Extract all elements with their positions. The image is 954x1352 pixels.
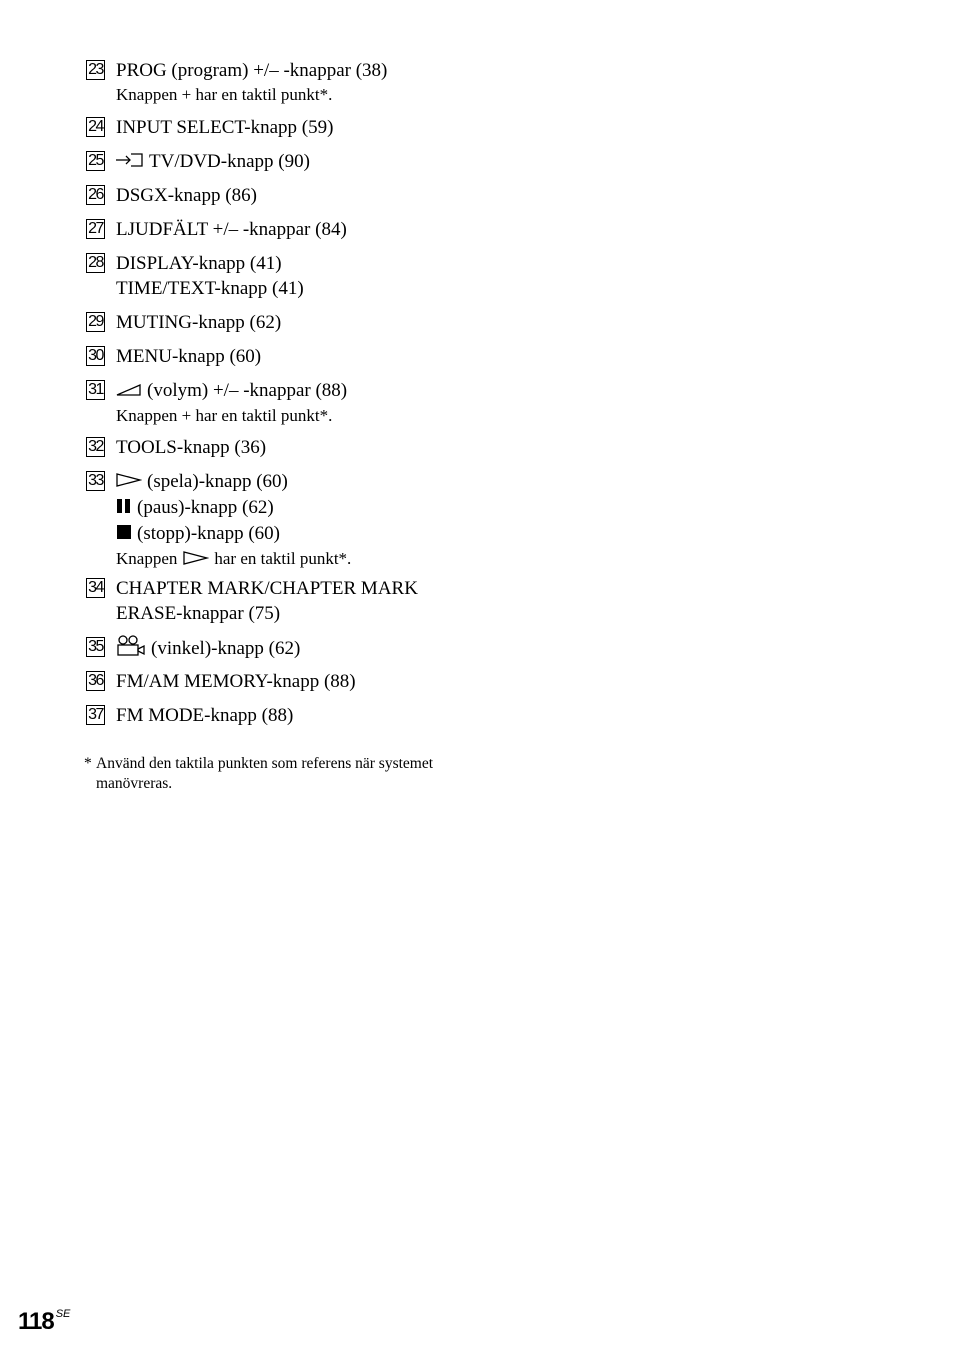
list-item-29: [86, 310, 281, 335]
item-line-text: ERASE-knappar (75): [116, 603, 281, 624]
item-number-box: 24: [86, 117, 105, 137]
item-number-box: 36: [86, 671, 105, 691]
item-text: [116, 703, 293, 728]
item-number-box: 31: [86, 380, 105, 400]
volume-icon: [116, 379, 142, 404]
item-line: [116, 149, 310, 175]
item-number-box: 23: [86, 60, 105, 80]
list-item-24: [86, 115, 333, 140]
item-line: [116, 547, 351, 572]
item-text: [116, 251, 304, 301]
play-icon: [116, 470, 142, 495]
list-item-33: [86, 469, 351, 573]
item-line-text: MENU-knapp (60): [116, 346, 262, 367]
item-line-text: Knappen + har en taktil punkt*.: [116, 85, 333, 104]
play-icon: [183, 549, 209, 573]
list-item-36: [86, 669, 356, 694]
page-number: [18, 1299, 70, 1337]
item-text: [116, 115, 333, 140]
item-number-box: 37: [86, 705, 105, 725]
item-line: [116, 495, 351, 521]
item-line-text: Knappen: [116, 549, 178, 569]
item-line-text: MUTING-knapp (62): [116, 312, 282, 333]
item-text: [116, 576, 418, 626]
list-item-30: [86, 344, 261, 369]
item-number-box: 29: [86, 312, 105, 332]
item-line-text: (paus)-knapp (62): [137, 497, 274, 519]
item-line: [116, 669, 356, 694]
item-number-box: 33: [86, 471, 105, 491]
item-line-text: FM MODE-knapp (88): [116, 705, 294, 726]
item-text: [116, 58, 387, 107]
list-item-35: [86, 635, 300, 664]
pause-icon: [116, 496, 132, 521]
item-line: [116, 115, 333, 140]
item-line: [116, 601, 418, 626]
item-line-text: FM/AM MEMORY-knapp (88): [116, 671, 356, 692]
item-text: [116, 217, 347, 242]
item-line-text: DSGX-knapp (86): [116, 185, 257, 206]
item-text: [116, 149, 310, 175]
item-line-text: TOOLS-knapp (36): [116, 437, 267, 458]
list-item-25: [86, 149, 310, 175]
item-line-text: DISPLAY-knapp (41): [116, 253, 282, 274]
list-item-23: [86, 58, 387, 107]
item-text: [116, 183, 257, 208]
item-line-text: (stopp)-knapp (60): [137, 523, 280, 545]
input-icon: [116, 150, 144, 175]
page-number-suffix: SE: [55, 1308, 71, 1320]
item-line: [116, 276, 304, 301]
item-text: [116, 435, 266, 460]
item-line: [116, 521, 351, 547]
item-line-text-after-icon: har en taktil punkt*.: [214, 549, 352, 569]
item-line: [116, 576, 418, 601]
item-number-box: 34: [86, 578, 105, 598]
item-number-box: 32: [86, 437, 105, 457]
footnote-star: *: [84, 755, 92, 772]
item-line: [116, 344, 261, 369]
item-line: [116, 183, 257, 208]
item-line-text: PROG (program) +/– -knappar (38): [116, 60, 388, 81]
item-number-box: 28: [86, 253, 105, 273]
footnote-line-2: manövreras.: [96, 775, 173, 792]
item-line-text: LJUDFÄLT +/– -knappar (84): [116, 219, 347, 240]
item-line: [116, 83, 387, 107]
list-item-28: [86, 251, 304, 301]
stop-icon: [116, 522, 132, 547]
item-number-box: 25: [86, 151, 105, 171]
footnote: [84, 754, 504, 794]
item-line-text: (vinkel)-knapp (62): [151, 637, 301, 659]
angle-camera-icon: [116, 635, 146, 664]
list-item-32: [86, 435, 266, 460]
item-line: [116, 404, 347, 428]
page-number-value: 118: [18, 1308, 54, 1335]
list-item-34: [86, 576, 418, 626]
item-text: [116, 310, 281, 335]
item-line: [116, 58, 387, 83]
item-line-text: TV/DVD-knapp (90): [149, 151, 310, 172]
item-number-box: 35: [86, 637, 105, 657]
item-line-text: INPUT SELECT-knapp (59): [116, 117, 334, 138]
item-line: [116, 251, 304, 276]
item-line: [116, 635, 300, 664]
item-line-text: Knappen + har en taktil punkt*.: [116, 406, 333, 426]
item-number-box: 30: [86, 346, 105, 366]
list-item-31: [86, 378, 347, 428]
item-line-text: CHAPTER MARK/CHAPTER MARK: [116, 578, 418, 599]
item-line-text: TIME/TEXT-knapp (41): [116, 278, 304, 299]
item-line: [116, 435, 266, 460]
item-line: [116, 217, 347, 242]
item-line: [116, 703, 293, 728]
item-line: [116, 378, 347, 404]
item-text: [116, 469, 351, 573]
item-text: [116, 669, 356, 694]
item-text: [116, 635, 300, 664]
item-line: [116, 469, 351, 495]
item-number-box: 27: [86, 219, 105, 239]
item-line: [116, 310, 281, 335]
item-text: [116, 344, 261, 369]
item-line-text: (volym) +/– -knappar (88): [147, 380, 348, 401]
footnote-line-1: Använd den taktila punkten som referens när systemet: [96, 755, 434, 772]
item-number-box: 26: [86, 185, 105, 205]
item-text: [116, 378, 347, 428]
list-item-27: [86, 217, 347, 242]
list-item-26: [86, 183, 257, 208]
item-line-text: (spela)-knapp (60): [147, 471, 288, 492]
list-item-37: [86, 703, 293, 728]
